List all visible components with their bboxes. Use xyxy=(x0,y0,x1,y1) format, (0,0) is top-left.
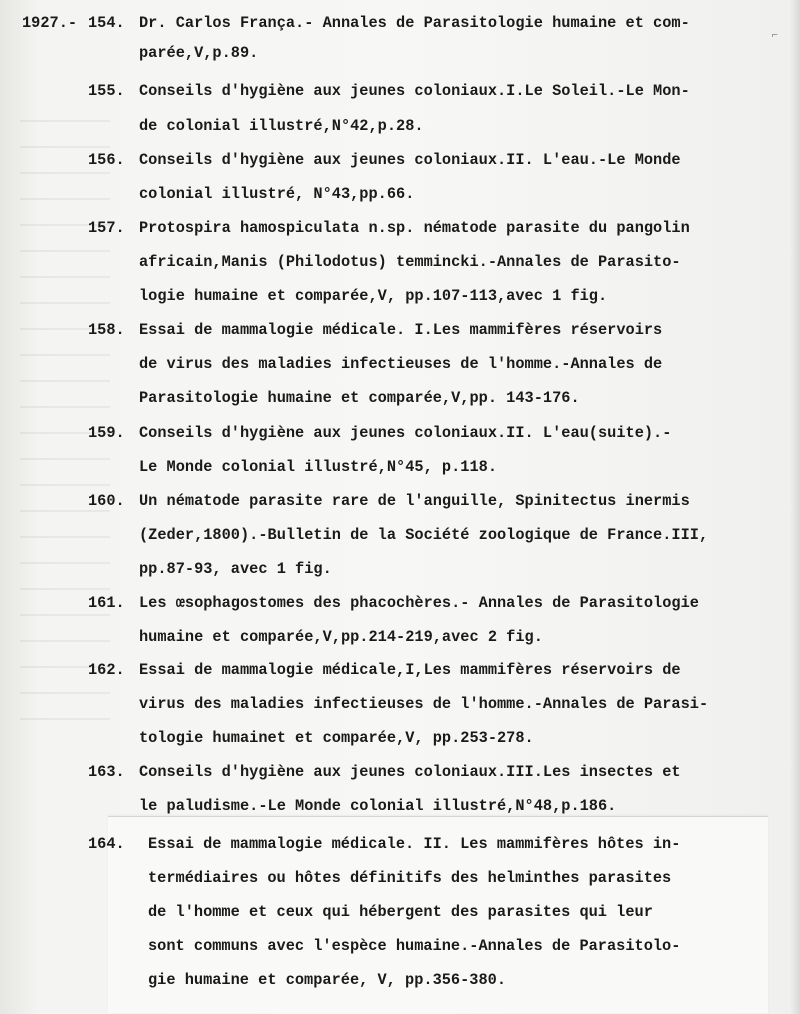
entry-162-line-1: Essai de mammalogie médicale,I,Les mammifères réservoirs de xyxy=(139,661,681,679)
entry-number-162: 162. xyxy=(88,661,125,679)
entry-number-157: 157. xyxy=(88,219,125,237)
entry-164-line-2: termédiaires ou hôtes définitifs des helminthes parasites xyxy=(148,869,672,887)
entry-155-line-1: Conseils d'hygiène aux jeunes coloniaux.I.Le Soleil.-Le Mon- xyxy=(139,82,690,100)
entry-number-156: 156. xyxy=(88,151,125,169)
entry-162-line-3: tologie humainet et comparée,V, pp.253-278. xyxy=(139,729,534,747)
entry-161-line-1: Les œsophagostomes des phacochères.- Annales de Parasitologie xyxy=(139,594,699,612)
entry-number-161: 161. xyxy=(88,594,125,612)
entry-161-line-2: humaine et comparée,V,pp.214-219,avec 2 fig. xyxy=(139,628,543,646)
margin-show-through xyxy=(20,120,110,720)
year-heading: 1927.- xyxy=(22,14,78,32)
entry-159-line-1: Conseils d'hygiène aux jeunes coloniaux.II. L'eau(suite).- xyxy=(139,424,672,442)
entry-158-line-3: Parasitologie humaine et comparée,V,pp. 143-176. xyxy=(139,389,580,407)
entry-159-line-2: Le Monde colonial illustré,N°45, p.118. xyxy=(139,458,498,476)
entry-158-line-2: de virus des maladies infectieuses de l'homme.-Annales de xyxy=(139,355,663,373)
entry-164-line-1: Essai de mammalogie médicale. II. Les mammifères hôtes in- xyxy=(148,835,681,853)
entry-157-line-1: Protospira hamospiculata n.sp. nématode parasite du pangolin xyxy=(139,219,690,237)
entry-number-163: 163. xyxy=(88,763,125,781)
entry-157-line-3: logie humaine et comparée,V, pp.107-113,avec 1 fig. xyxy=(139,287,608,305)
entry-158-line-1: Essai de mammalogie médicale. I.Les mammifères réservoirs xyxy=(139,321,663,339)
entry-160-line-2: (Zeder,1800).-Bulletin de la Société zoologique de France.III, xyxy=(139,526,709,544)
entry-163-line-1: Conseils d'hygiène aux jeunes coloniaux.III.Les insectes et xyxy=(139,763,681,781)
entry-155-line-2: de colonial illustré,N°42,p.28. xyxy=(139,117,424,135)
entry-160-line-3: pp.87-93, avec 1 fig. xyxy=(139,560,332,578)
entry-number-159: 159. xyxy=(88,424,125,442)
entry-163-line-2: le paludisme.-Le Monde colonial illustré,N°48,p.186. xyxy=(139,797,617,815)
entry-164-line-5: gie humaine et comparée, V, pp.356-380. xyxy=(148,971,507,989)
entry-156-line-1: Conseils d'hygiène aux jeunes coloniaux.II. L'eau.-Le Monde xyxy=(139,151,681,169)
entry-number-160: 160. xyxy=(88,492,125,510)
corner-mark: ⌐ xyxy=(771,30,778,42)
entry-162-line-2: virus des maladies infectieuses de l'homme.-Annales de Parasi- xyxy=(139,695,709,713)
entry-number-154: 154. xyxy=(88,14,125,32)
entry-160-line-1: Un nématode parasite rare de l'anguille, Spinitectus inermis xyxy=(139,492,690,510)
entry-164-line-4: sont communs avec l'espèce humaine.-Annales de Parasitolo- xyxy=(148,937,681,955)
entry-number-164: 164. xyxy=(88,835,125,853)
entry-154-line-2: parée,V,p.89. xyxy=(139,44,259,62)
entry-154-line-1: Dr. Carlos França.- Annales de Parasitologie humaine et com- xyxy=(139,14,690,32)
entry-number-158: 158. xyxy=(88,321,125,339)
entry-number-155: 155. xyxy=(88,82,125,100)
entry-157-line-2: africain,Manis (Philodotus) temmincki.-Annales de Parasito- xyxy=(139,253,681,271)
entry-156-line-2: colonial illustré, N°43,pp.66. xyxy=(139,185,415,203)
entry-164-line-3: de l'homme et ceux qui hébergent des parasites qui leur xyxy=(148,903,653,921)
